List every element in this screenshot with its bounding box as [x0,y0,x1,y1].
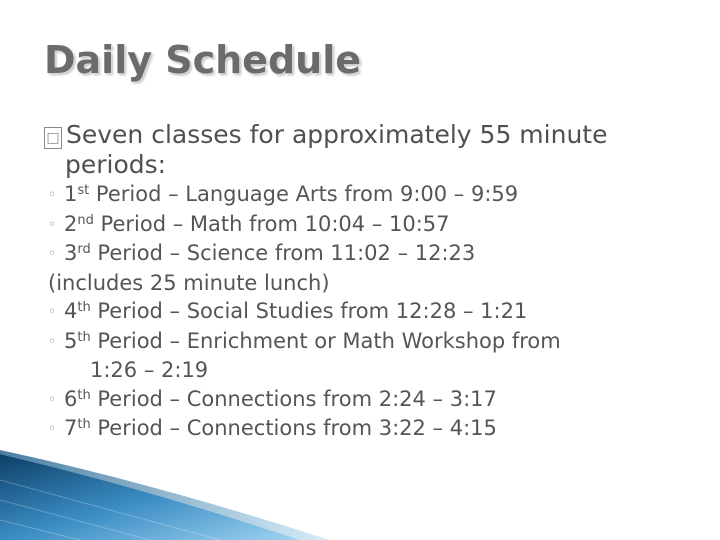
list-item: ◦ 1st Period – Language Arts from 9:00 – 9:59 [48,180,688,210]
list-item: ◦ 3rd Period – Science from 11:02 – 12:23 [48,239,688,269]
sub-bullet-icon: ◦ [48,187,57,203]
decorative-wave-graphic [0,440,720,540]
list-item: ◦ 5th Period – Enrichment or Math Workshop from [48,327,688,357]
main-bullet-line1: Seven classes for approximately 55 minute [66,120,608,149]
main-bullet [44,120,684,180]
list-item: ◦ 7th Period – Connections from 3:22 – 4:15 [48,414,688,444]
list-item: ◦ 6th Period – Connections from 2:24 – 3:17 [48,385,688,415]
sub-bullet-icon: ◦ [48,304,57,320]
sub-bullet-icon: ◦ [48,246,57,262]
period5-continuation: 1:26 – 2:19 [90,358,209,382]
bullet-marker-icon: □ [44,127,62,149]
sub-bullet-icon: ◦ [48,333,57,350]
main-bullet-line2: periods: [65,150,167,179]
lunch-note: (includes 25 minute lunch) [48,270,330,295]
list-item: ◦ 4th Period – Social Studies from 12:28 – 1:21 [48,297,688,327]
period-list [48,180,688,444]
sub-bullet-icon: ◦ [48,391,57,408]
sub-bullet-icon: ◦ [48,216,57,233]
list-item: ◦ 2nd Period – Math from 10:04 – 10:57 [48,210,688,240]
sub-bullet-icon: ◦ [48,421,57,437]
slide-title: Daily Schedule [44,38,362,82]
